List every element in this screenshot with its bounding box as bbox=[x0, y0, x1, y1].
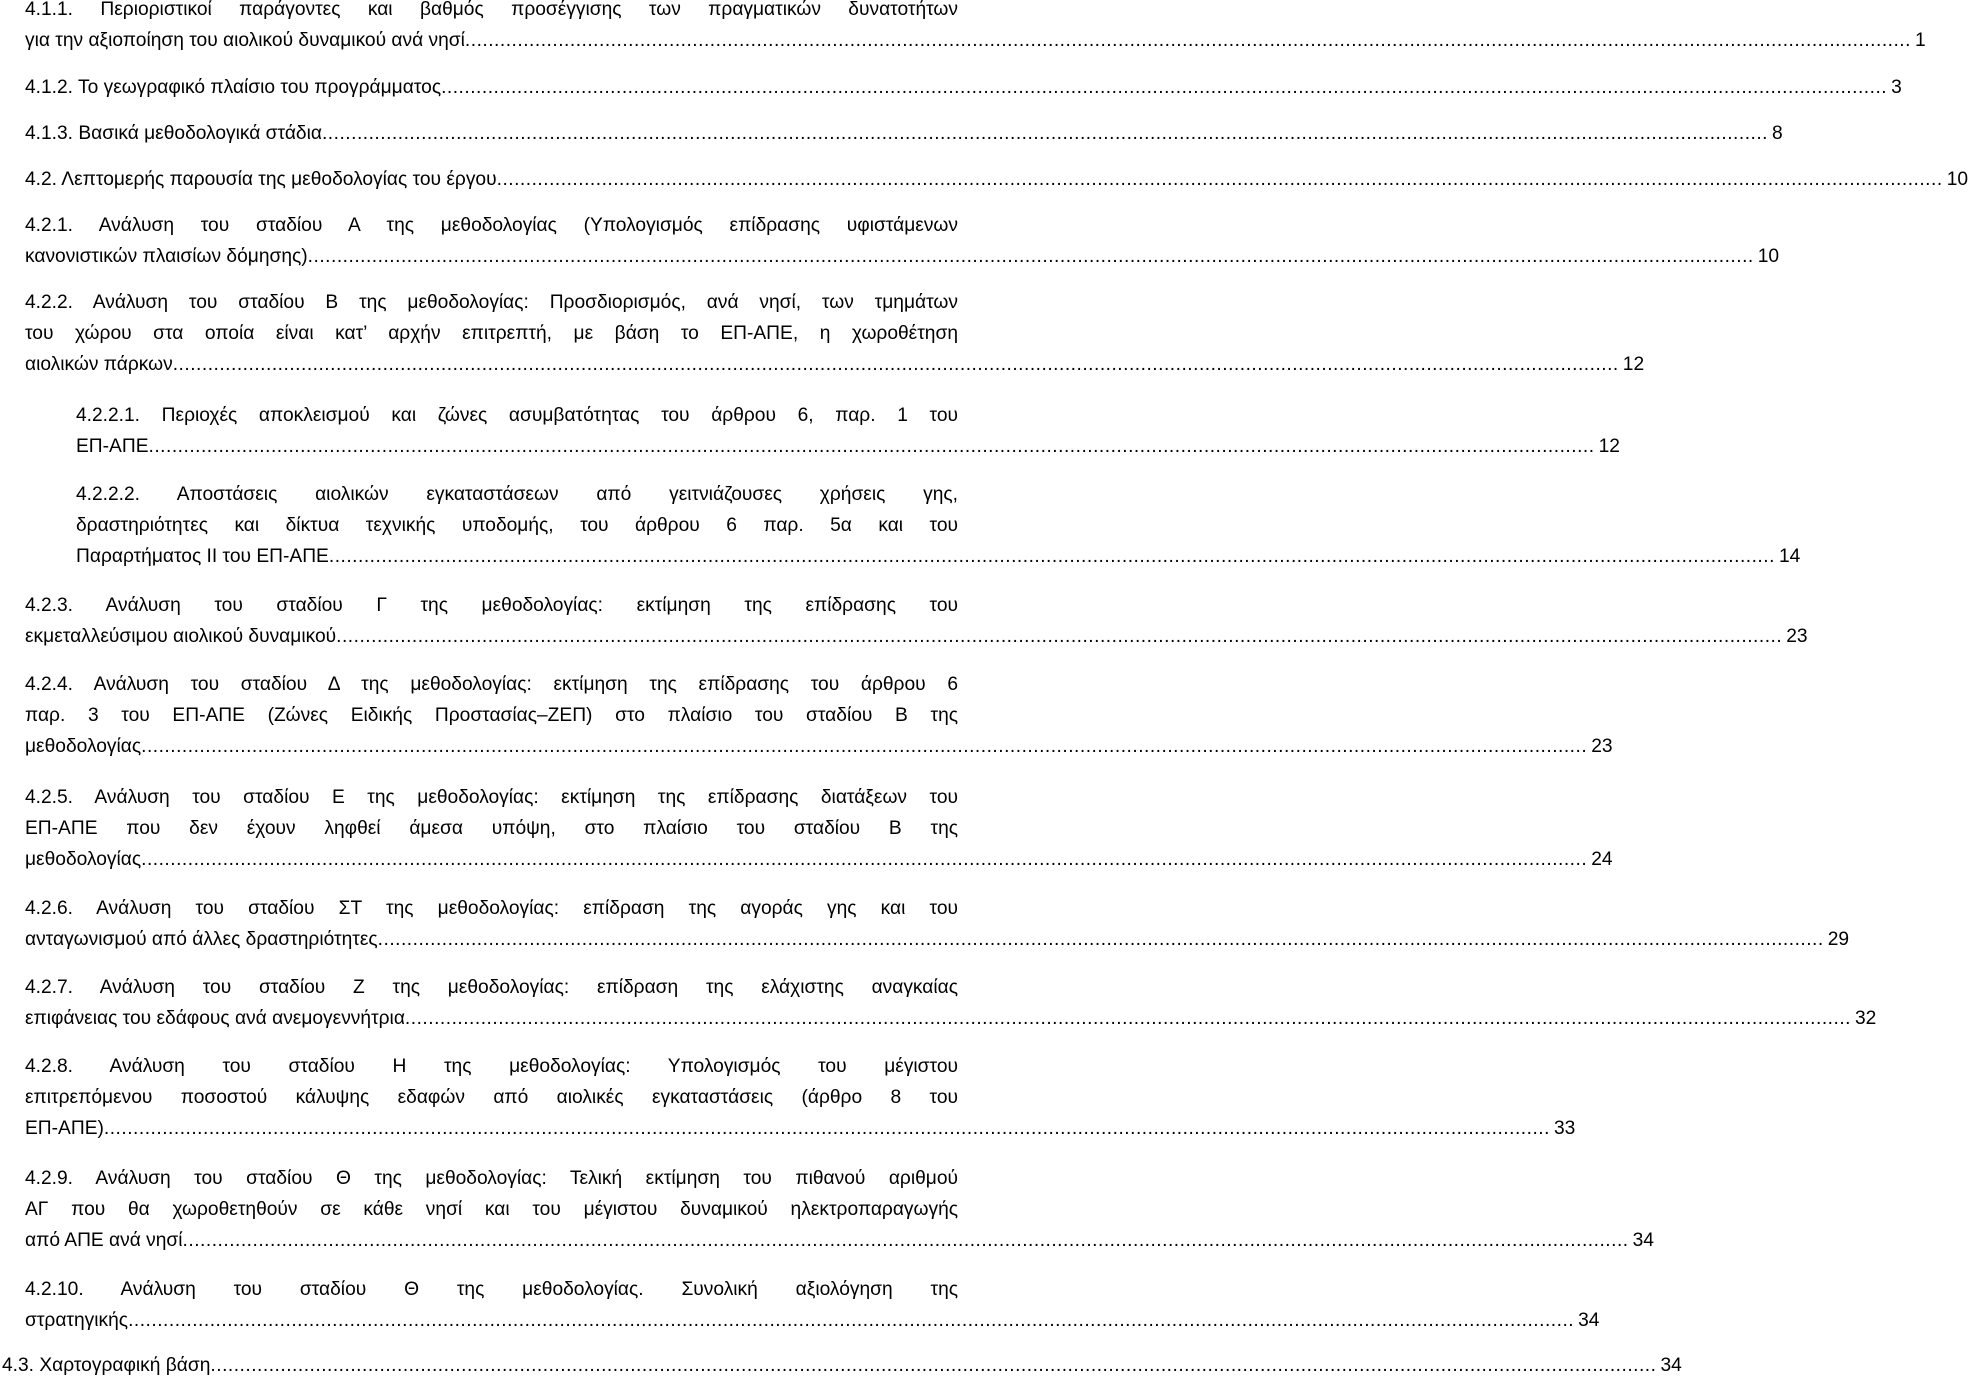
page-number: 12 bbox=[1598, 436, 1620, 457]
toc-entry-last-line bbox=[25, 1305, 1600, 1336]
page-number: 29 bbox=[1827, 929, 1850, 950]
toc-entry-4-1-3[interactable] bbox=[25, 118, 1783, 149]
dot-leader: ........................................................................................................................................................................................................................................................ bbox=[103, 1118, 1550, 1139]
toc-entry-title: Παραρτήματος ΙΙ του ΕΠ-ΑΠΕ bbox=[76, 546, 329, 567]
toc-entry-4-2-2-1[interactable] bbox=[76, 400, 1620, 462]
dot-leader: ........................................................................................................................................................................................................................................................ bbox=[377, 929, 1824, 950]
page-number: 1 bbox=[1914, 30, 1926, 51]
toc-entry-title: 4.1.3. Βασικά μεθοδολογικά στάδια bbox=[25, 123, 322, 144]
dot-leader: ........................................................................................................................................................................................................................................................ bbox=[172, 354, 1619, 375]
toc-entry-line: 4.2.7. Ανάλυση του σταδίου Ζ της μεθοδολογίας: επίδραση της ελάχιστης αναγκαίας bbox=[25, 977, 958, 998]
toc-entry-line: 4.2.4. Ανάλυση του σταδίου Δ της μεθοδολογίας: εκτίμηση της επίδρασης του άρθρου 6 bbox=[25, 674, 958, 695]
toc-entry-4-2-2[interactable] bbox=[25, 287, 1645, 380]
toc-entry-line: 4.2.10. Ανάλυση του σταδίου Θ της μεθοδολογίας. Συνολική αξιολόγηση της bbox=[25, 1279, 958, 1300]
toc-entry-last-line bbox=[76, 431, 1620, 462]
toc-entry-line: 4.2.8. Ανάλυση του σταδίου Η της μεθοδολογίας: Υπολογισμός του μέγιστου bbox=[25, 1056, 958, 1077]
toc-entry-4-2-3[interactable] bbox=[25, 590, 1808, 652]
toc-entry-last-line bbox=[2, 1350, 1682, 1381]
toc-entry-title: μεθοδολογίας bbox=[25, 736, 142, 757]
toc-entry-last-line bbox=[25, 924, 1850, 955]
dot-leader: ........................................................................................................................................................................................................................................................ bbox=[321, 123, 1769, 144]
toc-entry-line: δραστηριότητες και δίκτυα τεχνικής υποδομής, του άρθρου 6 παρ. 5α και του bbox=[76, 515, 958, 536]
toc-entry-4-1-2[interactable] bbox=[25, 72, 1902, 103]
toc-entry-4-2-1[interactable] bbox=[25, 210, 1780, 272]
toc-entry-title: μεθοδολογίας bbox=[25, 849, 142, 870]
toc-entry-title: εκμεταλλεύσιμου αιολικού δυναμικού bbox=[25, 626, 337, 647]
toc-entry-4-2-9[interactable] bbox=[25, 1163, 1654, 1256]
dot-leader: ........................................................................................................................................................................................................................................................ bbox=[441, 77, 1888, 98]
page-number: 23 bbox=[1786, 626, 1808, 647]
toc-entry-last-line bbox=[25, 72, 1902, 103]
toc-entry-line: 4.2.6. Ανάλυση του σταδίου ΣΤ της μεθοδολογίας: επίδραση της αγοράς γης και του bbox=[25, 898, 958, 919]
toc-entry-last-line bbox=[25, 164, 1968, 195]
page-number: 3 bbox=[1891, 77, 1902, 98]
page-number: 14 bbox=[1778, 546, 1801, 567]
dot-leader: ........................................................................................................................................................................................................................................................ bbox=[336, 626, 1783, 647]
toc-entry-line: του χώρου στα οποία είναι κατ’ αρχήν επιτρεπτή, με βάση το ΕΠ-ΑΠΕ, η χωροθέτηση bbox=[25, 323, 958, 344]
toc-entry-last-line bbox=[25, 621, 1808, 652]
toc-entry-last-line bbox=[25, 241, 1780, 272]
toc-entry-line: παρ. 3 του ΕΠ-ΑΠΕ (Ζώνες Ειδικής Προστασίας–ΖΕΠ) στο πλαίσιο του σταδίου Β της bbox=[25, 705, 958, 726]
toc-entry-title: 4.3. Χαρτογραφική βάση bbox=[2, 1355, 211, 1376]
toc-entry-line: 4.2.2.2. Αποστάσεις αιολικών εγκαταστάσεων από γειτνιάζουσες χρήσεις γης, bbox=[76, 484, 958, 505]
toc-entry-4-2-8[interactable] bbox=[25, 1051, 1576, 1144]
page-number: 24 bbox=[1591, 849, 1613, 870]
toc-entry-line: ΑΓ που θα χωροθετηθούν σε κάθε νησί και του μέγιστου δυναμικού ηλεκτροπαραγωγής bbox=[25, 1199, 958, 1220]
page-number: 10 bbox=[1757, 246, 1780, 267]
page-number: 34 bbox=[1660, 1355, 1682, 1376]
toc-entry-title: κανονιστικών πλαισίων δόμησης) bbox=[25, 246, 308, 267]
toc-entry-title: από ΑΠΕ ανά νησί bbox=[25, 1230, 183, 1251]
toc-entry-4-2-7[interactable] bbox=[25, 972, 1877, 1034]
dot-leader: ........................................................................................................................................................................................................................................................ bbox=[141, 849, 1588, 870]
toc-entry-title: ΕΠ-ΑΠΕ bbox=[76, 436, 149, 457]
toc-entry-line: 4.2.3. Ανάλυση του σταδίου Γ της μεθοδολογίας: εκτίμηση της επίδρασης του bbox=[25, 595, 958, 616]
toc-entry-4-2-5[interactable] bbox=[25, 782, 1613, 875]
toc-entry-last-line bbox=[25, 1113, 1576, 1144]
toc-entry-last-line bbox=[76, 541, 1801, 572]
toc-entry-line: 4.2.2.1. Περιοχές αποκλεισμού και ζώνες ασυμβατότητας του άρθρου 6, παρ. 1 του bbox=[76, 405, 958, 426]
dot-leader: ........................................................................................................................................................................................................................................................ bbox=[182, 1230, 1629, 1251]
toc-entry-last-line bbox=[25, 844, 1613, 875]
page-number: 34 bbox=[1578, 1310, 1600, 1331]
toc-entry-title: αιολικών πάρκων bbox=[25, 354, 173, 375]
toc-entry-line: 4.2.9. Ανάλυση του σταδίου Θ της μεθοδολογίας: Τελική εκτίμηση του πιθανού αριθμού bbox=[25, 1168, 958, 1189]
toc-entry-last-line bbox=[25, 731, 1613, 762]
dot-leader: ........................................................................................................................................................................................................................................................ bbox=[128, 1310, 1575, 1331]
toc-entry-title: για την αξιοποίηση του αιολικού δυναμικού ανά νησί bbox=[25, 30, 465, 51]
toc-entry-last-line bbox=[25, 1003, 1877, 1034]
toc-entry-title: 4.1.2. Το γεωγραφικό πλαίσιο του προγράμματος bbox=[25, 77, 442, 98]
page-number: 8 bbox=[1772, 123, 1783, 144]
toc-entry-line: ΕΠ-ΑΠΕ που δεν έχουν ληφθεί άμεσα υπόψη, στο πλαίσιο του σταδίου Β της bbox=[25, 818, 958, 839]
toc-entry-line: 4.2.5. Ανάλυση του σταδίου Ε της μεθοδολογίας: εκτίμηση της επίδρασης διατάξεων του bbox=[25, 787, 958, 808]
toc-entry-title: ανταγωνισμού από άλλες δραστηριότητες bbox=[25, 929, 378, 950]
page-number: 23 bbox=[1591, 736, 1613, 757]
dot-leader: ........................................................................................................................................................................................................................................................ bbox=[404, 1008, 1851, 1029]
page-number: 10 bbox=[1946, 169, 1968, 190]
toc-entry-line: 4.2.2. Ανάλυση του σταδίου Β της μεθοδολογίας: Προσδιορισμός, ανά νησί, των τμημάτων bbox=[25, 292, 958, 313]
toc-entry-4-2-4[interactable] bbox=[25, 669, 1613, 762]
toc-entry-title: στρατηγικής bbox=[25, 1310, 129, 1331]
toc-entry-last-line bbox=[25, 118, 1783, 149]
toc-entry-4-2[interactable] bbox=[25, 164, 1968, 195]
toc-entry-line: 4.2.1. Ανάλυση του σταδίου Α της μεθοδολογίας (Υπολογισμός επίδρασης υφιστάμενων bbox=[25, 215, 958, 236]
toc-entry-4-2-10[interactable] bbox=[25, 1274, 1600, 1336]
page-number: 12 bbox=[1622, 354, 1645, 375]
dot-leader: ........................................................................................................................................................................................................................................................ bbox=[148, 436, 1595, 457]
toc-entry-4-2-2-2[interactable] bbox=[76, 479, 1801, 572]
toc-entry-title: ΕΠ-ΑΠΕ) bbox=[25, 1118, 104, 1139]
toc-entry-title: επιφάνειας του εδάφους ανά ανεμογεννήτρια bbox=[25, 1008, 405, 1029]
dot-leader: ........................................................................................................................................................................................................................................................ bbox=[210, 1355, 1657, 1376]
dot-leader: ........................................................................................................................................................................................................................................................ bbox=[496, 169, 1943, 190]
toc-entry-last-line bbox=[25, 349, 1645, 380]
dot-leader: ........................................................................................................................................................................................................................................................ bbox=[141, 736, 1588, 757]
toc-entry-4-2-6[interactable] bbox=[25, 893, 1850, 955]
dot-leader: ........................................................................................................................................................................................................................................................ bbox=[307, 246, 1754, 267]
dot-leader: ........................................................................................................................................................................................................................................................ bbox=[328, 546, 1775, 567]
toc-entry-last-line bbox=[25, 1225, 1654, 1256]
toc-entry-last-line bbox=[25, 25, 1926, 56]
toc-entry-line: 4.1.1. Περιοριστικοί παράγοντες και βαθμός προσέγγισης των πραγματικών δυνατοτήτων bbox=[25, 0, 958, 20]
toc-entry-line: επιτρεπόμενου ποσοστού κάλυψης εδαφών από αιολικές εγκαταστάσεις (άρθρο 8 του bbox=[25, 1087, 958, 1108]
dot-leader: ........................................................................................................................................................................................................................................................ bbox=[464, 30, 1911, 51]
toc-entry-4-3[interactable] bbox=[2, 1350, 1682, 1381]
toc-entry-4-1-1[interactable] bbox=[25, 0, 1926, 56]
toc-entry-title: 4.2. Λεπτομερής παρουσία της μεθοδολογίας του έργου bbox=[25, 169, 497, 190]
page-number: 32 bbox=[1855, 1008, 1877, 1029]
page-number: 33 bbox=[1553, 1118, 1576, 1139]
page-number: 34 bbox=[1632, 1230, 1654, 1251]
